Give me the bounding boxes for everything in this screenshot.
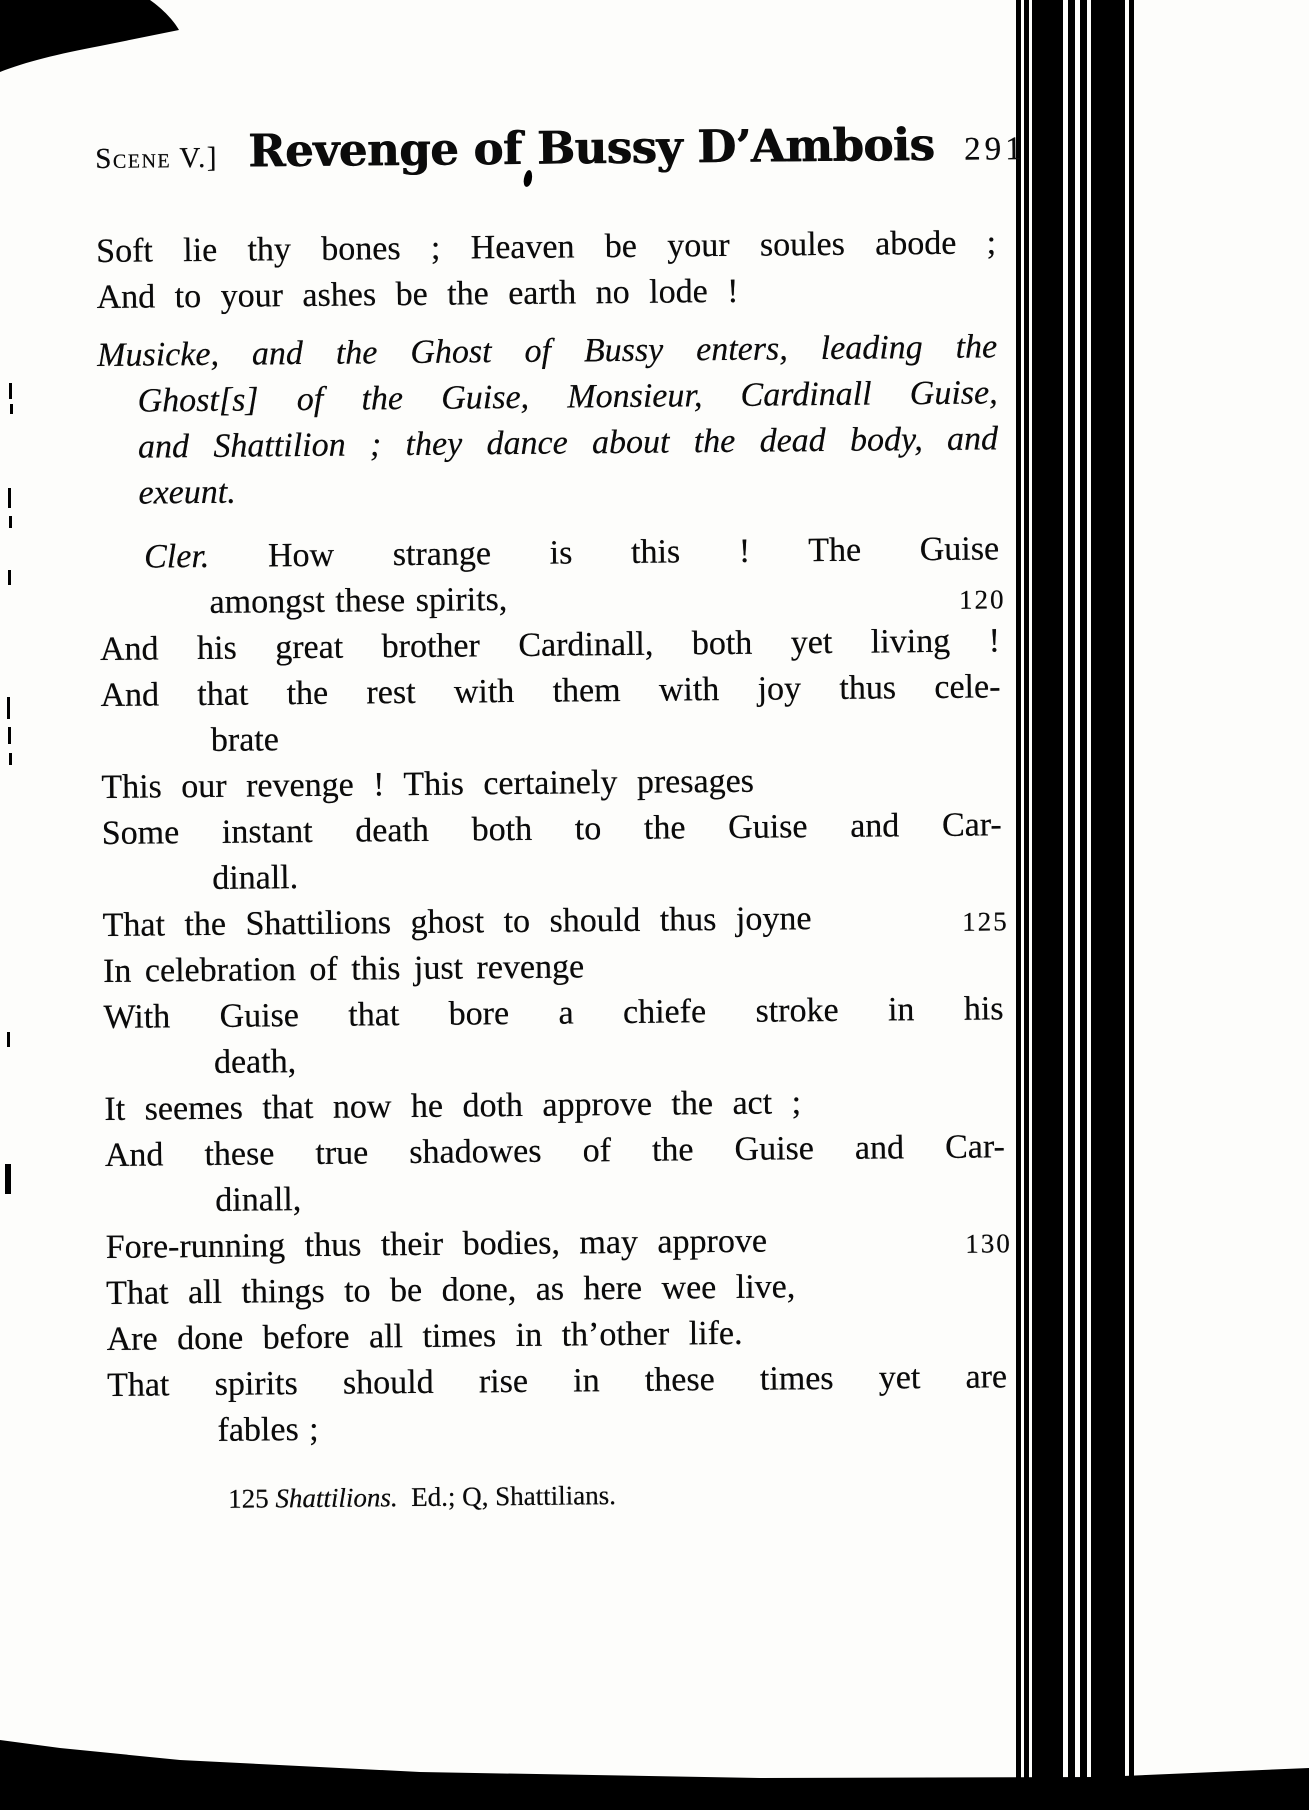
line-text: brate [210,721,280,759]
line-text: With Guise that bore a chiefe stroke in his [103,990,1004,1036]
line-text: This our revenge ! This certainely presages [101,762,755,806]
line-text: fables ; [217,1410,319,1449]
scan-edge-mark [9,383,12,399]
line-text: and Shattilion ; they dance about the dead body, and [137,420,999,466]
footnote-text: Shattilions. [275,1482,398,1514]
scan-edge-mark [9,516,12,528]
scan-edge-mark [8,570,11,585]
scan-gutter-shadow-band [1016,0,1136,1810]
scan-corner-blot [0,0,190,78]
page-number: 291 [963,131,1026,168]
footnote-text: Ed.; Q, Shattilians. [397,1480,617,1513]
line-text: And these true shadowes of the Guise and Car- [104,1128,1006,1174]
verse-lines [96,220,1012,1455]
line-text: That spirits should rise in these times yet are [106,1358,1008,1404]
footnote [108,1476,1008,1516]
line-number: 125 [962,906,1009,937]
line-text: And that the rest with them with joy thus cele- [100,668,1001,714]
line-text: exeunt. [138,473,236,512]
scan-edge-mark [7,697,10,719]
line-text: Fore-running thus their bodies, may approve [105,1222,768,1266]
line-text: That all things to be done, as here wee live, [106,1268,796,1312]
verse-line [107,1400,1007,1455]
line-text: Are done before all times in th’other life. [106,1314,743,1358]
scene-label: Scene V.] [95,141,219,175]
page-title: Revenge of Bussy D’Ambois [247,117,935,178]
line-text: In celebration of this just revenge [102,948,585,990]
line-text: And to your ashes be the earth no lode ! [96,272,739,316]
scan-bottom-shadow [0,1738,1309,1810]
running-header [95,117,1026,179]
line-text: That the Shattilions ghost to should thus joyne [102,900,812,944]
line-text: Ghost[s] of the Guise, Monsieur, Cardinall Guise, [137,374,998,420]
line-text: dinall, [215,1181,302,1219]
line-text: And his great brother Cardinall, both yet living ! [99,622,1001,668]
line-text: Cler. [143,537,210,576]
footnote-text: 125 [228,1483,276,1514]
line-number: 120 [958,584,1006,615]
scan-edge-mark [5,1164,11,1194]
scan-edge-mark [10,404,13,414]
text-block [95,117,1026,1516]
line-text: Musicke, and the Ghost of Bussy enters, leading the [97,328,998,374]
scan-edge-mark [9,753,12,765]
line-text: It seemes that now he doth approve the act ; [104,1084,802,1128]
stage-direction-line [98,462,998,517]
scan-edge-mark [8,488,11,508]
line-text: death, [213,1043,297,1081]
verse-line [96,266,996,321]
scan-edge-mark [7,1032,10,1047]
line-text: Some instant death both to the Guise and Car- [101,806,1002,852]
line-text: amongst these spirits, [209,581,508,621]
line-text: dinall. [212,859,299,897]
scan-edge-mark [8,727,11,744]
line-text: How strange is this ! The Guise [209,530,1000,575]
line-number: 130 [965,1228,1012,1259]
line-text: Soft lie thy bones ; Heaven be your soules abode ; [96,224,997,270]
